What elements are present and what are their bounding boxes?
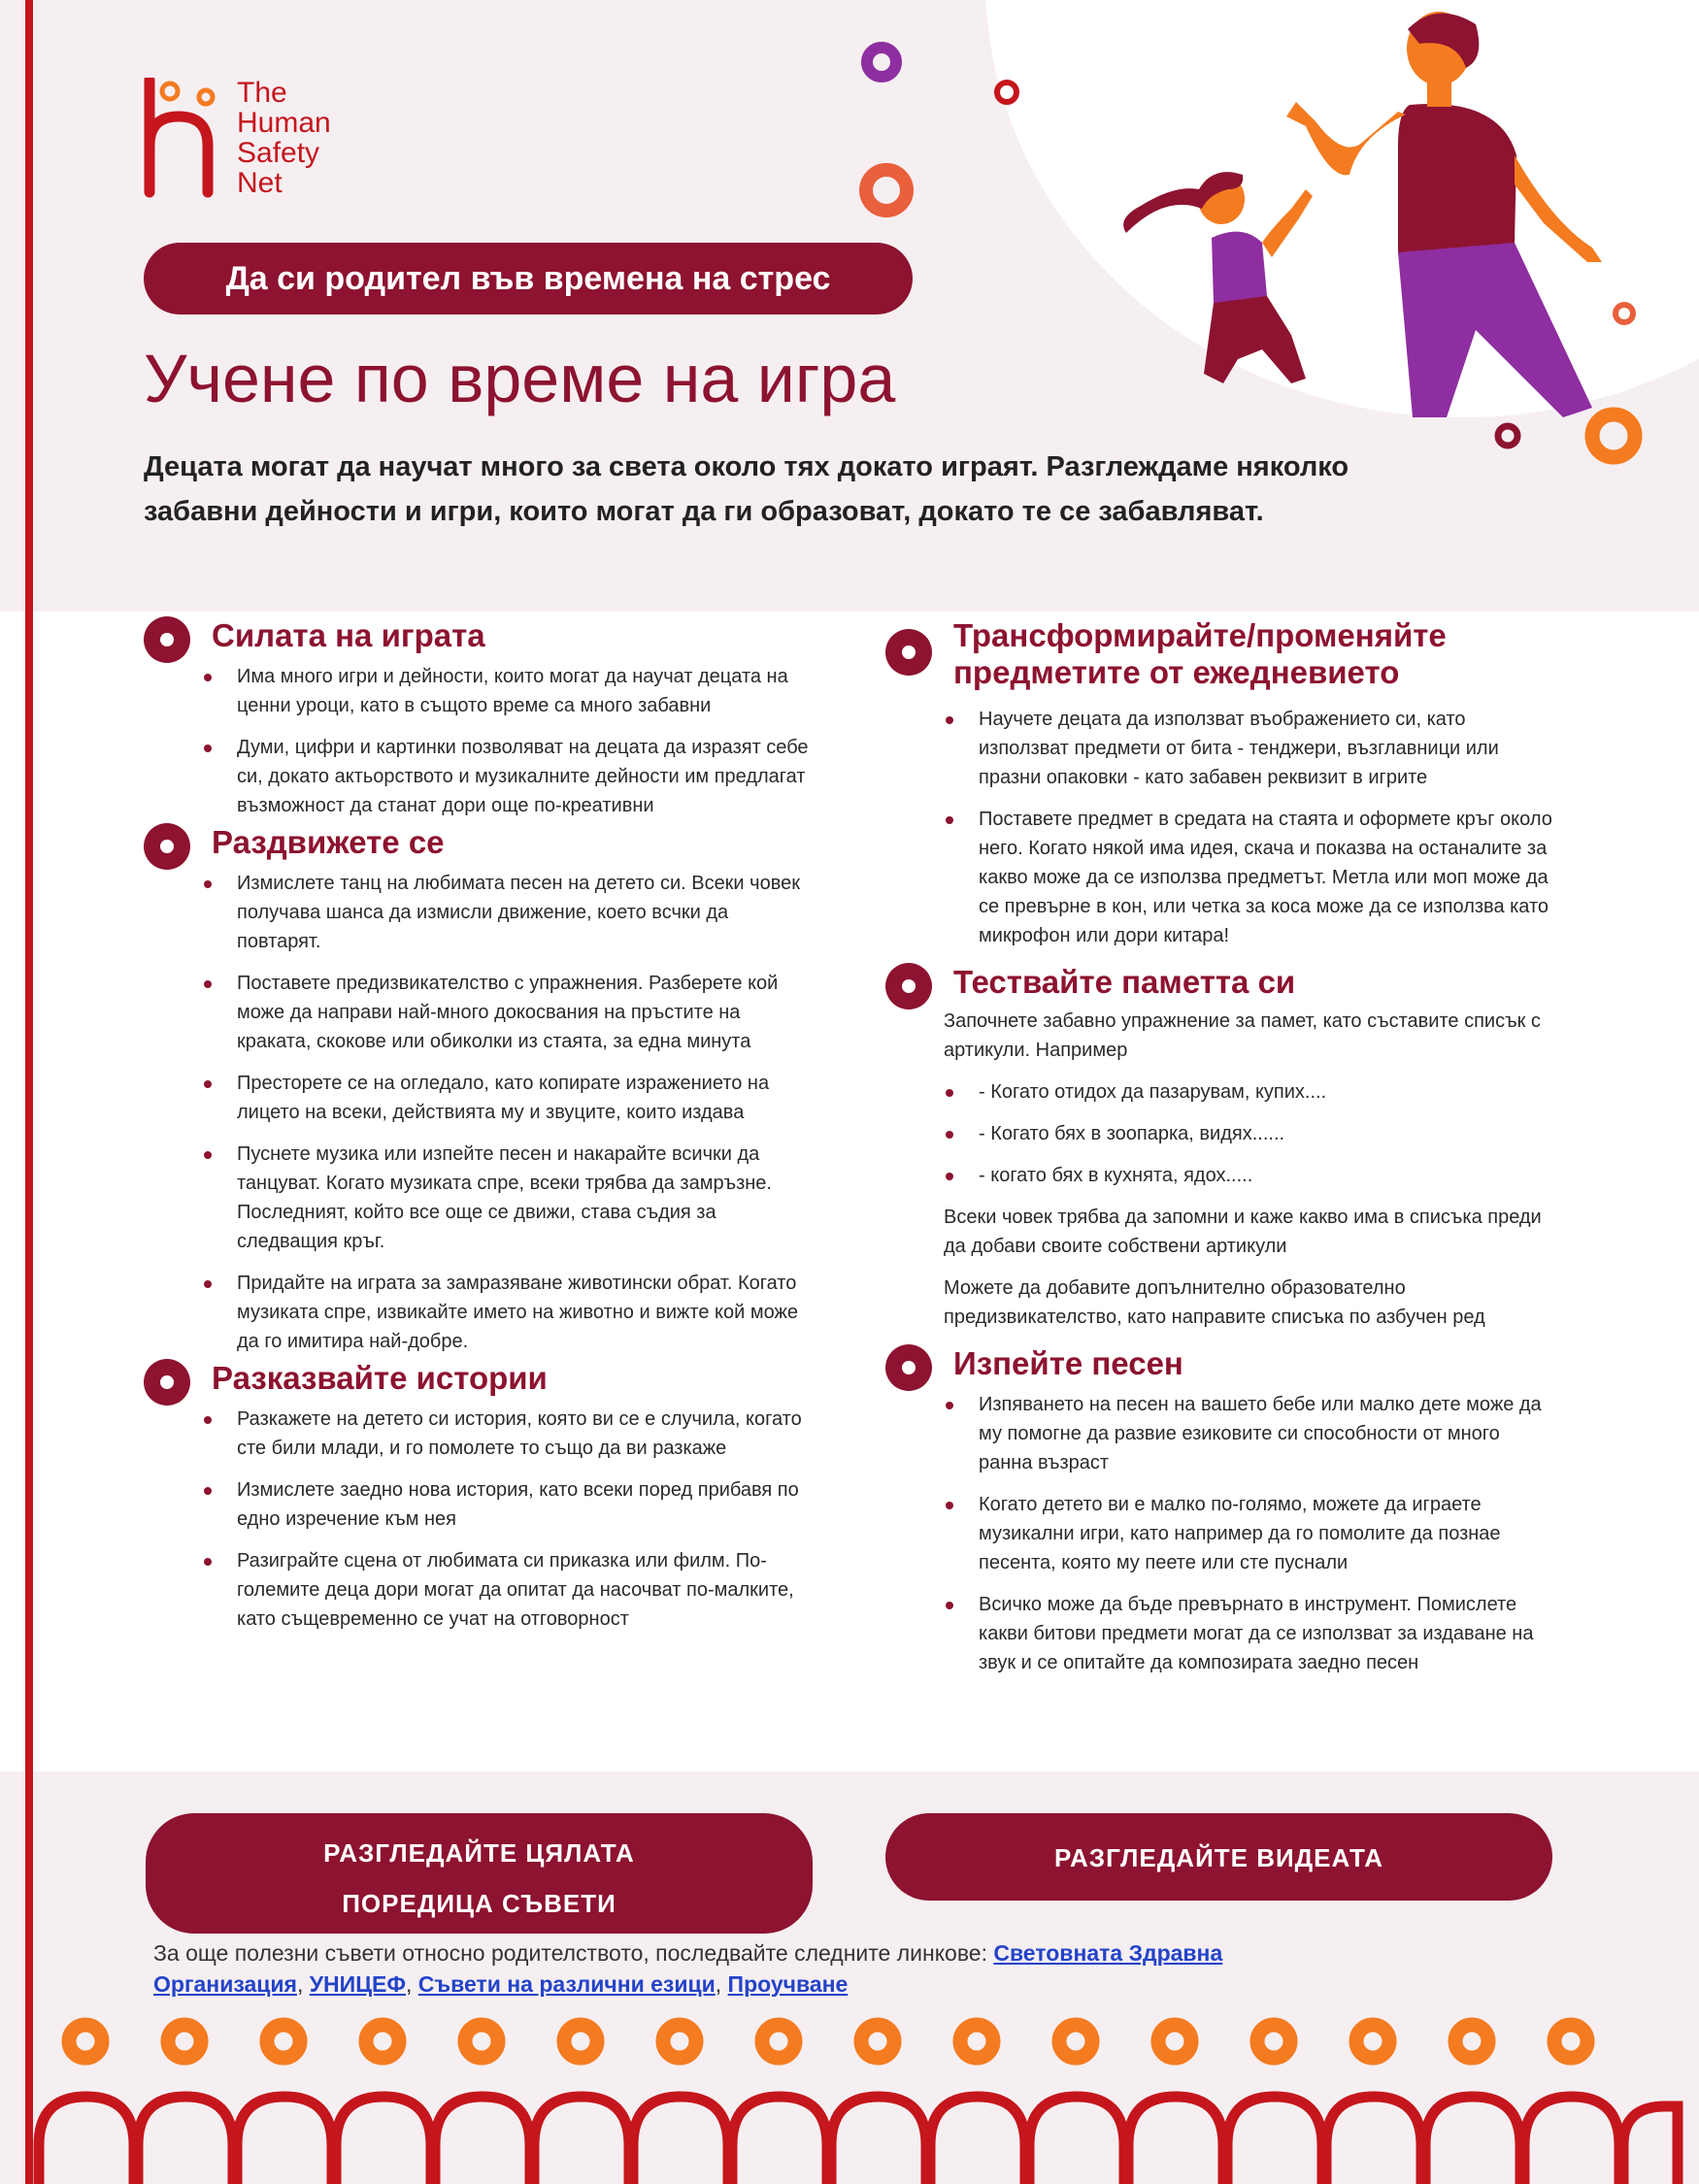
section-ring-icon	[144, 823, 190, 870]
list-item: Придайте на играта за замразяване животински обрат. Когато музиката спре, извикайте името на животно и вижте кой може да го имитира най-добре.	[144, 1269, 814, 1356]
button-label: РАЗГЛЕДАЙТЕ ЦЯЛАТА	[323, 1837, 635, 1868]
section-ring-icon	[885, 963, 932, 1009]
illustration-parent-child-icon	[0, 0, 1699, 641]
bullet-list	[885, 1390, 1555, 1677]
bullet-list	[885, 705, 1555, 950]
list-item: Поставете предизвикателство с упражнения. Разберете кой може да направи най-много докосвания на пръстите на краката, скокове или обиколки из стаята, за една минута	[144, 969, 814, 1056]
brand-name-line: Human	[237, 107, 331, 139]
button-label: ПОРЕДИЦА СЪВЕТИ	[342, 1888, 616, 1918]
page-title: Учене по време на игра	[144, 341, 896, 416]
brand-name-line: Net	[237, 167, 283, 199]
bullet-list	[144, 1405, 814, 1634]
list-item: - Когато бях в зоопарка, видях......	[885, 1119, 1555, 1148]
section-test-memory	[885, 964, 1555, 1332]
section-heading-text: Разказвайте истории	[212, 1360, 548, 1396]
section-heading	[885, 1345, 1555, 1382]
footer-text: За още полезни съвети относно родителството, последвайте следните линкове:	[153, 1940, 987, 1966]
section-get-moving	[144, 824, 814, 1356]
list-item: Когато детето ви е малко по-голямо, можете да играете музикални игри, като например да го помолите да познае песента, която му пеете или сте пуснали	[885, 1490, 1555, 1577]
bullet-list	[144, 662, 814, 820]
section-heading	[144, 824, 814, 861]
section-tell-stories	[144, 1360, 814, 1634]
section-ring-icon	[144, 616, 190, 663]
bullet-list	[144, 869, 814, 1356]
section-heading	[885, 964, 1555, 1001]
section-heading-text: Силата на играта	[212, 617, 485, 653]
section-heading-text: Изпейте песен	[953, 1345, 1183, 1381]
list-item: Научете децата да използват въображението си, като използват предмети от бита - тенджери, възглавници или празни опаковки - като забавен реквизит в игрите	[885, 705, 1555, 792]
list-item: Изпяването на песен на вашето бебе или малко дете може да му помогне да развие езиковите си способности от много ранна възраст	[885, 1390, 1555, 1477]
section-transform-objects	[885, 617, 1555, 950]
link-who[interactable]: Световната Здравна Организация	[153, 1940, 1223, 1997]
bullet-list	[885, 1077, 1555, 1190]
section-heading	[144, 617, 814, 654]
link-research[interactable]: Проучване	[727, 1971, 849, 1997]
list-item: Има много игри и дейности, които могат да научат децата на ценни уроци, като в същото време са много забавни	[144, 662, 814, 720]
intro-text: Децата могат да научат много за света около тях докато играят. Разглеждаме няколко забавни дейности и игри, които могат да ги образоват, докато те се забавляват.	[144, 451, 1349, 527]
section-heading-text: Трансформирайте/променяйте предметите от ежедневието	[953, 617, 1447, 690]
memory-paragraph: Можете да добавите допълнително образователно предизвикателство, като направите списъка по азбучен ред	[944, 1277, 1485, 1328]
section-ring-icon	[144, 1359, 190, 1406]
list-item: Измислете заедно нова история, като всеки поред прибавя по едно изречение към нея	[144, 1475, 814, 1534]
section-heading	[885, 617, 1555, 691]
section-sing-song	[885, 1345, 1555, 1677]
brand-name-line: Safety	[237, 137, 320, 169]
list-item: Престорете се на огледало, като копирате изражението на лицето на всеки, действията му и звуците, които издава	[144, 1069, 814, 1127]
list-item: Разиграйте сцена от любимата си приказка или филм. По-големите деца дори могат да опитат да насочват по-малките, като същевременно се учат на отговорност	[144, 1546, 814, 1634]
memory-intro: Започнете забавно упражнение за памет, като съставите списък с артикули. Например	[944, 1010, 1541, 1061]
right-column	[885, 617, 1555, 1677]
section-ring-icon	[885, 1344, 932, 1391]
link-unicef[interactable]: УНИЦЕФ	[309, 1971, 406, 1997]
section-heading-text: Раздвижете се	[212, 824, 445, 860]
list-item: Измислете танц на любимата песен на детето си. Всеки човек получава шанса да измисли движение, което всчки да повтарят.	[144, 869, 814, 956]
list-item: Поставете предмет в средата на стаята и оформете кръг около него. Когато някой има идея, скача и показва на останалите за какво може да се използва предметът. Метла или моп може да се превърне в кон, или четка за коса може да се използва като микрофон или дори китара!	[885, 805, 1555, 950]
list-item: Всичко може да бъде превърнато в инструмент. Помислете какви битови предмети могат да се използват за издаване на звук и се опитайте да композирата заедно песен	[885, 1590, 1555, 1677]
decorative-border-icon	[0, 2000, 1699, 2184]
memory-paragraph: Всеки човек трябва да запомни и каже какво има в списъка преди да добави своите собствени артикули	[944, 1207, 1542, 1257]
section-heading	[144, 1360, 814, 1397]
view-series-button[interactable]	[146, 1813, 813, 1934]
view-videos-button[interactable]: РАЗГЛЕДАЙТЕ ВИДЕАТА	[885, 1813, 1552, 1901]
section-ring-icon	[885, 629, 932, 676]
link-languages[interactable]: Съвети на различни езици	[417, 1971, 716, 1997]
left-column	[144, 617, 814, 1634]
footer-links: За още полезни съвети относно родителството, последвайте следните линкове: Световната Здравна Организация, УНИЦЕФ, Съвети на различни езици, Проучване	[153, 1940, 1223, 1997]
brand-name-line: The	[237, 77, 287, 109]
section-power-of-play	[144, 617, 814, 820]
list-item: Пуснете музика или изпейте песен и накарайте всички да танцуват. Когато музиката спре, всеки трябва да замръзне. Последният, който все още се движи, става съдия за следващия кръг.	[144, 1140, 814, 1256]
list-item: - когато бях в кухнята, ядох.....	[885, 1161, 1555, 1190]
list-item: - Когато отидох да пазарувам, купих....	[885, 1077, 1555, 1107]
section-heading-text: Тествайте паметта си	[953, 964, 1296, 1000]
list-item: Думи, цифри и картинки позволяват на децата да изразят себе си, докато актьорството и музикалните дейности им предлагат възможност да станат дори още по-креативни	[144, 733, 814, 820]
series-label: Да си родител във времена на стрес	[144, 243, 913, 314]
list-item: Разкажете на детето си история, която ви се е случила, когато сте били млади, и го помолете то също да ви разкаже	[144, 1405, 814, 1463]
